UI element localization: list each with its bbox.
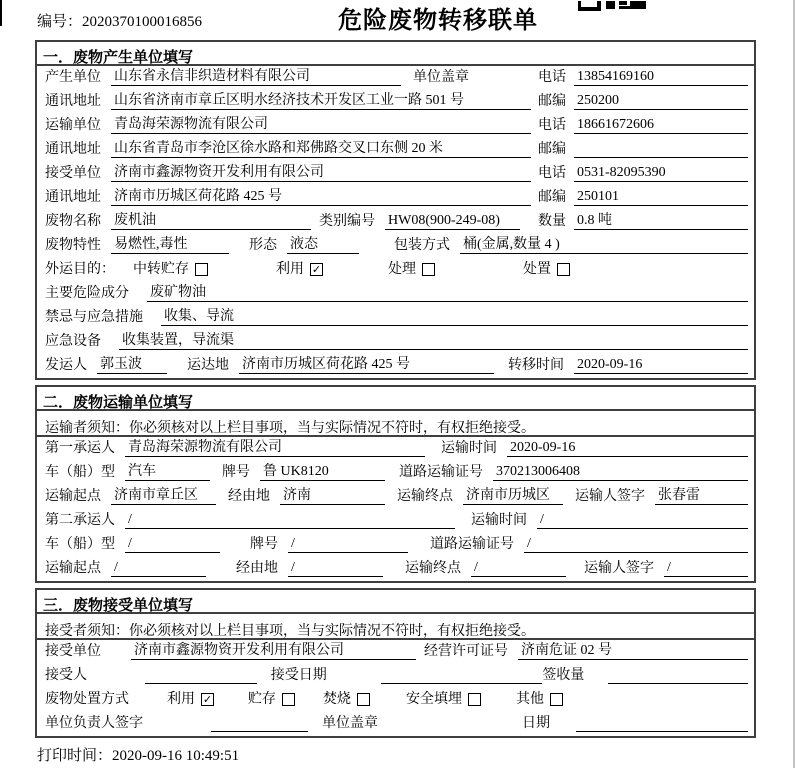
option-transfer-storage	[133, 262, 208, 278]
transfer-time-value: 2020-09-16	[574, 357, 748, 374]
print-time	[37, 744, 796, 765]
packaging-value: 桶(金属,数量 4 )	[460, 237, 748, 254]
serial-label: 编号：	[37, 14, 83, 30]
serial-value: 2020370100016856	[82, 14, 203, 30]
section-producer	[35, 40, 756, 380]
option-dispose	[523, 262, 570, 278]
option-incinerate	[323, 692, 370, 708]
carrier-sign-label: 运输人签字	[584, 561, 654, 576]
vehicle-type-value: 汽车	[125, 464, 210, 481]
row-producer-unit	[37, 66, 754, 90]
via-label: 经由地	[228, 489, 270, 504]
category-code-value: HW08(900-249-08)	[385, 213, 520, 230]
option-other	[516, 692, 563, 708]
row-outbound-purpose	[37, 258, 754, 282]
road-permit-value: 370213006408	[493, 464, 748, 481]
print-time-value: 2020-09-16 10:49:51	[112, 748, 240, 764]
accept-person-value	[145, 667, 257, 684]
vehicle-type-label: 车（船）型	[45, 537, 115, 552]
road-permit-label: 道路运输证号	[430, 537, 514, 552]
route-end-value-2: /	[471, 560, 566, 577]
address-label: 通讯地址	[45, 94, 101, 109]
packaging-label: 包装方式	[394, 238, 450, 253]
second-carrier-label: 第二承运人	[45, 513, 115, 528]
transport-time-value-2: /	[537, 512, 748, 529]
road-permit-value-2: /	[524, 536, 748, 553]
first-carrier-label: 第一承运人	[45, 441, 115, 456]
row-transport-address	[37, 138, 754, 162]
producer-unit-value: 山东省永信非织造材料有限公司	[111, 69, 401, 86]
row-responsible-sign	[37, 712, 754, 736]
receiver-unit-label: 接受单位	[45, 166, 101, 181]
accept-unit-label: 接受单位	[45, 644, 101, 659]
option-label: 处理	[388, 262, 416, 277]
vehicle-type-value-2: /	[125, 536, 220, 553]
checkbox-other[interactable]	[550, 693, 563, 706]
checkbox-landfill[interactable]	[468, 693, 481, 706]
postcode-label: 邮编	[538, 190, 566, 205]
accept-person-label: 接受人	[45, 668, 87, 683]
first-carrier-value: 青岛海荣源物流有限公司	[125, 440, 425, 457]
route-start-label: 运输起点	[45, 489, 101, 504]
license-value: 济南危证 02 号	[518, 643, 748, 660]
checkbox-utilize-disposal[interactable]: ✓	[202, 693, 213, 706]
row-waste-name	[37, 210, 754, 234]
row-producer-address	[37, 90, 754, 114]
dispatcher-label: 发运人	[45, 358, 87, 373]
row-hazardous-components	[37, 282, 754, 306]
row-route-1	[37, 485, 754, 509]
taboo-measures-label: 禁忌与应急措施	[45, 310, 143, 325]
road-permit-label: 道路运输证号	[399, 465, 483, 480]
producer-postcode-value: 250200	[574, 93, 748, 110]
option-utilize	[276, 262, 323, 278]
route-end-value: 济南市历城区	[463, 488, 563, 505]
phone-label: 电话	[538, 166, 566, 181]
via-value-2: /	[288, 560, 383, 577]
row-disposal-method	[37, 688, 754, 712]
option-label: 中转贮存	[133, 262, 189, 277]
producer-phone-value: 13854169160	[574, 69, 748, 86]
row-transport-unit	[37, 114, 754, 138]
row-taboo-measures	[37, 306, 754, 330]
destination-label: 运达地	[187, 358, 229, 373]
option-label: 利用	[276, 262, 304, 277]
page-edge-line	[793, 0, 795, 768]
accept-unit-value: 济南市鑫源物资开发利用有限公司	[131, 643, 416, 660]
destination-value: 济南市历城区荷花路 425 号	[239, 357, 494, 374]
option-label: 其他	[516, 692, 544, 707]
checkbox-incinerate[interactable]	[357, 693, 370, 706]
checkbox-utilize[interactable]: ✓	[311, 263, 322, 276]
transporter-notice: 运输者须知：你必须核对以上栏目事项，当与实际情况不符时，有权拒绝接受。	[37, 411, 754, 437]
date-value	[576, 715, 748, 732]
receiver-address-value: 济南市历城区荷花路 425 号	[111, 189, 531, 206]
receiver-phone-value: 0531-82095390	[574, 165, 748, 182]
producer-address-value: 山东省济南市章丘区明水经济技术开发区工业一路 501 号	[111, 93, 531, 110]
taboo-measures-value: 收集、导流	[161, 309, 748, 326]
emergency-equipment-value: 收集装置，导流渠	[119, 333, 748, 350]
plate-label: 牌号	[250, 537, 278, 552]
waste-traits-label: 废物特性	[45, 238, 101, 253]
section-transporter	[35, 385, 756, 583]
accept-date-label: 接受日期	[270, 668, 327, 683]
row-vehicle-2	[37, 533, 754, 557]
accept-date-value	[381, 667, 543, 684]
transport-time-value: 2020-09-16	[507, 440, 748, 457]
waste-name-label: 废物名称	[45, 214, 101, 229]
producer-unit-label: 产生单位	[45, 70, 101, 85]
vehicle-type-label: 车（船）型	[45, 465, 115, 480]
checkbox-transfer-storage[interactable]	[195, 263, 208, 276]
purpose-label: 外运目的：	[45, 262, 115, 277]
unit-stamp-label: 单位盖章	[322, 716, 378, 731]
route-start-label: 运输起点	[45, 561, 101, 576]
license-label: 经营许可证号	[424, 644, 508, 659]
route-end-label: 运输终点	[397, 489, 453, 504]
route-end-label: 运输终点	[405, 561, 461, 576]
via-label: 经由地	[236, 561, 278, 576]
section-transporter-heading: 二．废物运输单位填写	[37, 387, 754, 411]
route-start-value-2: /	[111, 560, 206, 577]
row-emergency-equipment	[37, 330, 754, 354]
via-value: 济南	[280, 488, 385, 505]
option-store	[248, 692, 295, 708]
section-receiver-heading: 三．废物接受单位填写	[37, 590, 754, 614]
carrier-sign-value-2: /	[664, 560, 748, 577]
quantity-label: 数量	[538, 214, 566, 229]
transport-time-label: 运输时间	[441, 441, 497, 456]
plate-value: 鲁 UK8120	[260, 464, 385, 481]
checkbox-store[interactable]	[282, 693, 295, 706]
section-producer-heading: 一．废物产生单位填写	[37, 42, 754, 66]
transfer-time-label: 转移时间	[508, 358, 564, 373]
row-waste-traits	[37, 234, 754, 258]
signed-quantity-label: 签收量	[542, 668, 585, 683]
carrier-sign-label: 运输人签字	[575, 489, 645, 504]
waste-traits-value: 易燃性,毒性	[111, 237, 229, 254]
row-first-carrier	[37, 437, 754, 461]
row-vehicle-1	[37, 461, 754, 485]
row-second-carrier	[37, 509, 754, 533]
qr-code-fragment	[578, 0, 648, 16]
plate-label: 牌号	[222, 465, 250, 480]
print-time-label: 打印时间：	[37, 748, 113, 764]
address-label: 通讯地址	[45, 190, 101, 205]
row-receiver-address	[37, 186, 754, 210]
row-receiver-unit	[37, 162, 754, 186]
transport-unit-value: 青岛海荣源物流有限公司	[111, 117, 531, 134]
second-carrier-value: /	[125, 512, 455, 529]
row-accept-unit	[37, 640, 754, 664]
hazardous-components-value: 废矿物油	[147, 285, 748, 302]
checkbox-dispose[interactable]	[557, 263, 570, 276]
route-start-value: 济南市章丘区	[111, 488, 216, 505]
transport-postcode-value	[574, 141, 748, 158]
responsible-sign-label: 单位负责人签字	[45, 716, 143, 731]
option-label: 处置	[523, 262, 551, 277]
responsible-sign-value	[211, 715, 308, 732]
plate-value-2: /	[288, 536, 408, 553]
section-receiver	[35, 588, 756, 738]
option-label: 利用	[167, 692, 195, 707]
document-title: 危险废物转移联单	[338, 7, 538, 34]
transport-unit-label: 运输单位	[45, 118, 101, 133]
phone-label: 电话	[538, 118, 566, 133]
signed-quantity-value	[608, 667, 748, 684]
unit-stamp-label: 单位盖章	[413, 70, 469, 85]
category-code-label: 类别编号	[319, 214, 375, 229]
dispatcher-value: 郭玉波	[97, 357, 167, 374]
date-label: 日期	[522, 716, 550, 731]
row-accept-person	[37, 664, 754, 688]
postcode-label: 邮编	[538, 142, 566, 157]
document-header	[0, 0, 796, 40]
emergency-equipment-label: 应急设备	[45, 334, 101, 349]
transport-phone-value: 18661672606	[574, 117, 748, 134]
receiver-unit-value: 济南市鑫源物资开发利用有限公司	[111, 165, 531, 182]
postcode-label: 邮编	[538, 94, 566, 109]
disposal-method-label: 废物处置方式	[45, 692, 129, 707]
transport-time-label: 运输时间	[471, 513, 527, 528]
option-label: 贮存	[248, 692, 276, 707]
option-label: 安全填埋	[406, 692, 462, 707]
phone-label: 电话	[538, 70, 566, 85]
hazardous-components-label: 主要危险成分	[45, 286, 129, 301]
row-route-2	[37, 557, 754, 581]
form-value: 液态	[287, 237, 359, 254]
form-label: 形态	[249, 238, 277, 253]
option-utilize	[167, 692, 214, 708]
transport-address-value: 山东省青岛市李沧区徐水路和郑佛路交叉口东侧 20 米	[111, 141, 531, 158]
quantity-value: 0.8 吨	[574, 213, 748, 230]
address-label: 通讯地址	[45, 142, 101, 157]
option-treat	[388, 262, 435, 278]
option-label: 焚烧	[323, 692, 351, 707]
waste-name-value: 废机油	[111, 213, 311, 230]
carrier-sign-value: 张春雷	[655, 488, 748, 505]
checkbox-treat[interactable]	[422, 263, 435, 276]
option-landfill	[406, 692, 481, 708]
receiver-postcode-value: 250101	[574, 189, 748, 206]
receiver-notice: 接受者须知：你必须核对以上栏目事项，当与实际情况不符时，有权拒绝接受。	[37, 614, 754, 640]
row-dispatcher	[37, 354, 754, 378]
